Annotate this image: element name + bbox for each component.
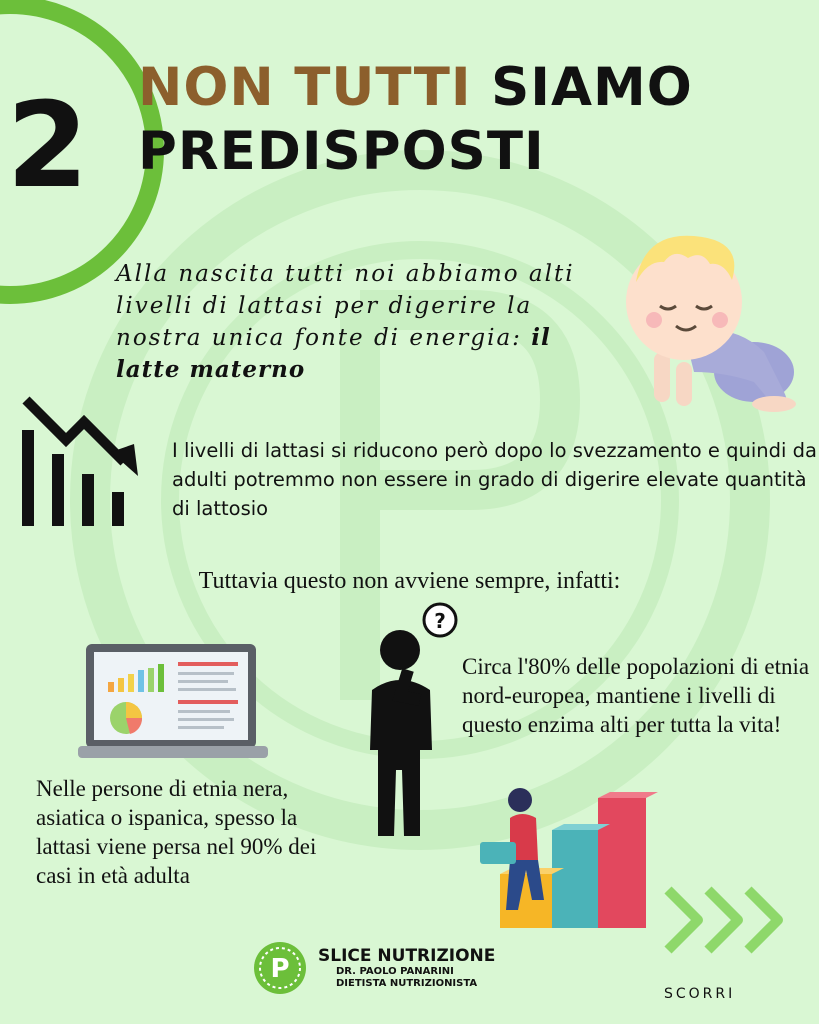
title-part-1: NON TUTTI xyxy=(138,57,472,118)
decline-text: I livelli di lattasi si riducono però dopo lo svezzamento e quindi da adulti potremmo non essere in grado di digerire elevate quantità di lattosio xyxy=(172,439,817,520)
chevron-right-icon[interactable] xyxy=(664,880,814,960)
title-part-2: SIAMO xyxy=(491,57,693,118)
scroll-label[interactable]: SCORRI xyxy=(664,986,736,1002)
brand-block xyxy=(318,946,568,990)
laptop-charts-icon xyxy=(78,642,268,762)
north-europe-text: Circa l'80% delle popolazioni di etnia nord-europea, mantiene i livelli di questo enzima alti per tutta la vita! xyxy=(462,654,810,737)
other-ethnicities-text: Nelle persone di etnia nera, asiatica o ispanica, spesso la lattasi viene persa nel 90% dei casi in età adulta xyxy=(36,776,317,888)
woman-laptop-bars-icon xyxy=(470,770,660,930)
section-number: 2 xyxy=(6,76,89,214)
svg-text:P: P xyxy=(270,954,290,984)
intro-paragraph xyxy=(116,258,616,386)
baby-crawling-icon xyxy=(614,222,814,418)
however-text: Tuttavia questo non avviene sempre, infatti: xyxy=(198,568,621,594)
brand-name: SLICE NUTRIZIONE xyxy=(318,946,496,966)
intro-emphasis: il latte materno xyxy=(116,324,551,383)
intro-text: Alla nascita tutti noi abbiamo alti livelli di lattasi per digerire la nostra unica fonte di energia: xyxy=(116,261,575,351)
title-line-2: PREDISPOSTI xyxy=(138,121,545,182)
brand-role: DIETISTA NUTRIZIONISTA xyxy=(336,978,478,989)
brand-logo-icon xyxy=(252,940,308,996)
page-title xyxy=(138,56,693,184)
declining-chart-icon xyxy=(16,380,148,530)
svg-text:?: ? xyxy=(434,609,446,633)
thinking-person-icon xyxy=(360,600,470,840)
brand-doctor: DR. PAOLO PANARINI xyxy=(336,966,454,977)
